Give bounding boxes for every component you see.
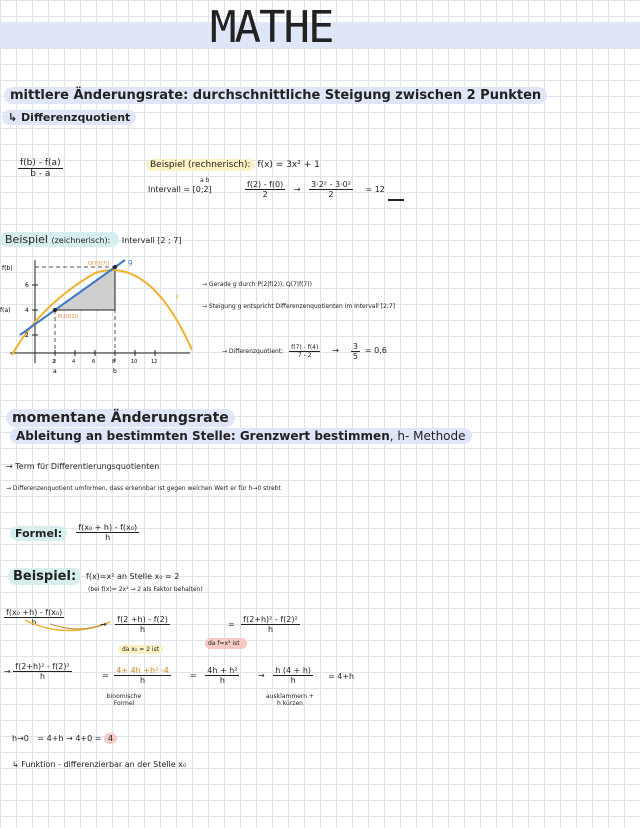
- graph-ytick-2: 2: [25, 332, 29, 339]
- step3-eq: =: [228, 620, 235, 629]
- row2-den: h: [39, 672, 46, 681]
- example2-note3-arrow: →: [332, 346, 339, 355]
- beispiel-row2: [4, 662, 72, 681]
- example1-ab: a b: [200, 177, 210, 184]
- formel-label: Formel:: [10, 526, 67, 541]
- row2-note: binomische Formel: [106, 693, 142, 707]
- graph-label-fb: f(b): [2, 265, 13, 272]
- example2-note1: → Gerade g durch P(2|f(2)), Q(7|f(7)): [202, 281, 312, 288]
- beispiel-label: Beispiel:: [8, 568, 81, 585]
- graph-label-p: P(2|f(2)): [58, 314, 79, 320]
- section1-sub: ↳ Differenzquotient: [2, 110, 136, 125]
- step3-num: f(2+h)² - f(2)²: [243, 615, 298, 624]
- row2-result: = 4+h: [328, 672, 355, 681]
- graph-xtick-6: 6: [92, 359, 96, 365]
- example1-calc: [245, 180, 385, 199]
- graph: [0, 255, 200, 385]
- section1-definition: : durchschnittliche Steigung zwischen 2 Punkten: [183, 88, 542, 103]
- section2-bullet1: → Term für Differentierungsquotienten: [6, 462, 160, 471]
- graph-label-f: f: [176, 294, 179, 302]
- section2-sub2: : Grenzwert bestimmen: [230, 429, 390, 443]
- limit-label: h→0: [12, 734, 29, 743]
- diffquot-formula: [18, 158, 63, 179]
- example1-function: f(x) = 3x² + 1: [257, 160, 320, 170]
- formel-den: h: [105, 533, 111, 542]
- row2-start: →: [4, 667, 11, 676]
- graph-xtick-4: 4: [72, 359, 76, 365]
- example2-note3-num: f(7) - f(4): [291, 344, 319, 351]
- row2-expr-den: h: [139, 676, 146, 685]
- row2-c-note: ausklammern + h kürzen: [266, 693, 314, 707]
- row2-c-den: h: [290, 676, 296, 685]
- row2-c-num: h (4 + h): [275, 666, 312, 675]
- limit-result: 4: [104, 733, 117, 744]
- step2-arrow: →: [100, 620, 107, 629]
- graph-label-a: a: [53, 368, 57, 375]
- section2-heading: momentane Änderungsrate: [6, 409, 235, 427]
- row2-c-arrow: →: [258, 671, 265, 680]
- section2-bullet2: → Differenzenquotient umformen, dass erkennbar ist gegen welchen Wert er für h→0 strebt: [6, 485, 281, 492]
- formel-num: f(x₀ + h) - f(x₀): [78, 523, 138, 532]
- example2-interval: Intervall [2 ; 7]: [121, 236, 182, 245]
- row2-c: [258, 666, 313, 685]
- example1-arrow: →: [293, 185, 301, 194]
- example2-frac-num: 3: [352, 342, 358, 351]
- example1-result-underline: [388, 199, 404, 201]
- row2-num: f(2+h)² - f(2)²: [15, 662, 70, 671]
- beispiel-text: f(x)=x² an Stelle x₀ = 2: [86, 572, 180, 581]
- step1-den: h: [31, 618, 37, 627]
- graph-xtick-10: 10: [131, 359, 138, 365]
- section2-sub-wrap: [10, 428, 472, 444]
- graph-ytick-6: 6: [25, 282, 29, 289]
- row2-b-den: h: [219, 676, 225, 685]
- example2-note3: [222, 342, 387, 361]
- example2-note3-result: = 0,6: [364, 346, 387, 355]
- graph-ytick-4: 4: [25, 307, 29, 314]
- row2-eq: =: [102, 671, 109, 680]
- example1-calc2-den: 2: [328, 190, 334, 199]
- row2-expr: [102, 666, 171, 685]
- example1-calc-den: 2: [262, 190, 268, 199]
- step2-num: f(2 +h) - f(2): [117, 615, 168, 624]
- row2-b-num: 4h + h²: [207, 666, 238, 675]
- graph-xtick-12: 12: [151, 359, 158, 365]
- example1-calc2-num: 3·2² - 3·0²: [311, 180, 351, 189]
- graph-label-g: g: [128, 258, 133, 266]
- row2-b: [190, 666, 239, 685]
- section1-heading: mittlere Änderungsrate: [10, 88, 184, 103]
- step1-num: f(x₀ +h) - f(x₀): [6, 608, 63, 617]
- conclusion: ↳ Funktion - differenzierbar an der Stelle x₀: [12, 760, 187, 769]
- example2-note3-den: 7 - 2: [297, 352, 312, 359]
- example2-note3-label: → Differenzquotient:: [222, 348, 284, 355]
- row2-b-eq: =: [190, 671, 197, 680]
- graph-point-q: [113, 265, 117, 269]
- graph-xtick-2: 2: [52, 359, 56, 365]
- example1-calc-num: f(2) - f(0): [247, 180, 284, 189]
- row2-expr-num: 4+ 4h +h² -4: [116, 666, 169, 675]
- example1: [146, 160, 320, 170]
- graph-xtick-8: 8: [112, 359, 116, 365]
- diffquot-num: f(b) - f(a): [20, 158, 61, 168]
- section2-sub: Ableitung an bestimmten Stelle: [16, 429, 231, 443]
- graph-label-fa: f(a): [0, 307, 11, 314]
- step2-den: h: [140, 625, 146, 634]
- example1-label: Beispiel (rechnerisch):: [146, 159, 255, 171]
- example2-label-wrap: [0, 228, 181, 247]
- beispiel-step3: [228, 615, 300, 634]
- section2-method: , h- Methode: [389, 429, 466, 443]
- step2-note: da x₀ = 2 ist: [118, 645, 163, 654]
- limit-expr: = 4+h → 4+0 =: [37, 734, 102, 743]
- beispiel-note: (bei f(x)= 2x² → 2 als Faktor behalten): [88, 586, 203, 593]
- graph-label-b: b: [113, 368, 117, 375]
- example1-interval: Intervall = [0;2]: [148, 185, 212, 194]
- limit-row: [12, 734, 117, 743]
- example2-frac-den: 5: [352, 352, 358, 361]
- diffquot-den: b - a: [30, 169, 51, 179]
- beispiel-step2: [100, 615, 170, 634]
- graph-point-p: [53, 308, 57, 312]
- section1-heading-wrap: [4, 87, 547, 104]
- graph-label-q: Q(7|f(7)): [88, 261, 110, 267]
- step3-note: da f=x² ist: [205, 638, 247, 649]
- example2-label-small: (zeichnerisch):: [51, 236, 111, 245]
- formel-wrap: [10, 522, 139, 542]
- example1-result: = 12: [365, 185, 385, 194]
- example2-note2: → Steigung g entspricht Differenzenquotienten im Intervall [2;7]: [202, 303, 396, 310]
- step3-den: h: [267, 625, 274, 634]
- example2-label: Beispiel: [5, 233, 48, 246]
- page-title: MATHE: [210, 2, 333, 53]
